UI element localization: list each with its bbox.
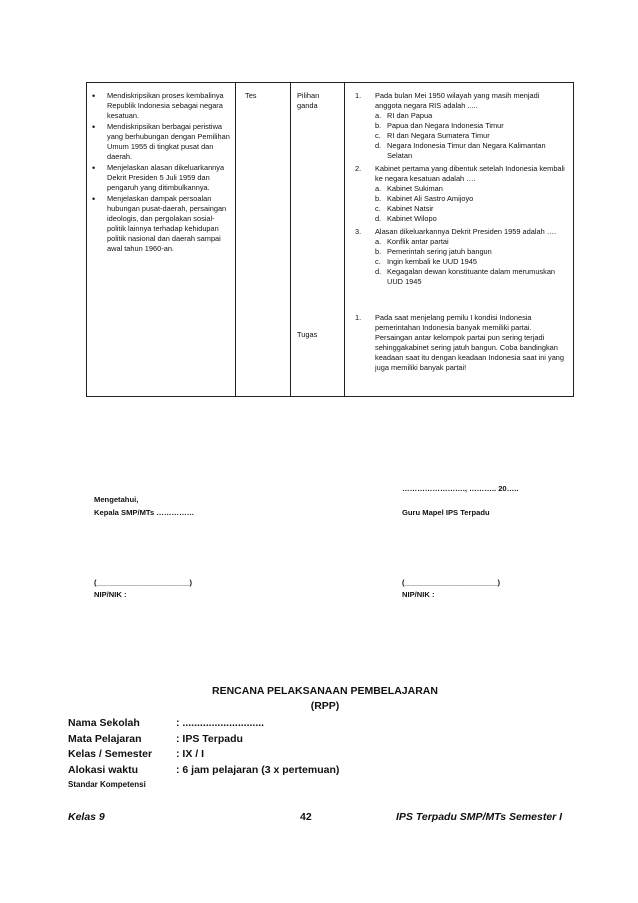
option-text: Papua dan Negara Indonesia Timur: [387, 121, 504, 130]
form-cell-pilihan: Pilihan ganda: [297, 91, 320, 110]
principal-title: Kepala SMP/MTs ……………: [94, 508, 195, 517]
indicator-item: [89, 91, 231, 121]
question-number: 2.: [355, 164, 362, 173]
option-item: [355, 214, 567, 224]
question-text: Pada bulan Mei 1950 wilayah yang masih menjadi anggota negara RIS adalah .....: [375, 91, 540, 110]
option-item: [355, 194, 567, 204]
identity-row: [68, 763, 468, 779]
column-divider: [290, 83, 291, 396]
identity-label: Nama Sekolah: [68, 717, 140, 729]
indicator-text: Mendiskripsikan proses kembalinya Republik Indonesia sebagai negara kesatuan.: [107, 91, 224, 120]
teacher-signature-line: (______________________): [402, 578, 500, 587]
identity-row: [68, 716, 468, 732]
option-letter: b.: [375, 121, 382, 130]
rpp-title: RENCANA PELAKSANAAN PEMBELAJARAN: [212, 685, 438, 697]
option-item: [355, 267, 567, 287]
option-letter: a.: [375, 237, 382, 246]
identity-value: : IX / I: [176, 748, 205, 760]
question-text: Alasan dikeluarkannya Dekrit Presiden 1959 adalah ….: [375, 227, 557, 236]
option-letter: d.: [375, 214, 382, 223]
option-text: RI dan Papua: [387, 111, 433, 120]
option-text: Kabinet Natsir: [387, 204, 434, 213]
assessment-table: [86, 82, 574, 397]
option-text: Pemerintah sering jatuh bangun: [387, 247, 492, 256]
option-letter: c.: [375, 257, 381, 266]
identity-row: [68, 732, 468, 748]
principal-signature-line: (______________________): [94, 578, 192, 587]
footer-subject: IPS Terpadu SMP/MTs Semester I: [396, 811, 563, 823]
acknowledgement-label: Mengetahui,: [94, 495, 139, 504]
indicator-text: Menjelaskan alasan dikeluarkannya Dekrit Presiden 5 Juli 1959 dan pengaruh yang ditimbulkannya.: [107, 163, 225, 192]
identity-label: Kelas / Semester: [68, 748, 153, 760]
option-letter: d.: [375, 141, 382, 150]
standar-kompetensi-label: Standar Kompetensi: [68, 780, 146, 789]
option-text: RI dan Negara Sumatera Timur: [387, 131, 490, 140]
option-item: [355, 247, 567, 257]
column-divider: [344, 83, 345, 396]
option-item: [355, 141, 567, 161]
option-item: [355, 257, 567, 267]
question-item: [355, 91, 567, 111]
option-letter: a.: [375, 184, 382, 193]
rpp-subtitle: (RPP): [310, 700, 340, 712]
option-letter: c.: [375, 204, 381, 213]
option-item: [355, 237, 567, 247]
page-number: 42: [300, 811, 312, 823]
option-item: [355, 184, 567, 194]
footer-class: Kelas 9: [68, 811, 105, 823]
task-text: Pada saat menjelang pemilu I kondisi Indonesia pemerintahan Indonesia banyak memiliki partai. Persaingan antar kelompok partai pun sering terjadi sehinggakabinet sering jatuh bangun. Coba bandingkan keadaan saat itu dengan keadaan Indonesia saat ini yang juga memiliki banyak partai!: [375, 313, 565, 372]
option-text: Negara Indonesia Timur dan Negara Kalimantan Selatan: [387, 141, 546, 160]
identity-value: : 6 jam pelajaran (3 x pertemuan): [176, 763, 340, 776]
option-item: [355, 111, 567, 121]
option-text: Kegagalan dewan konstituante dalam merumuskan UUD 1945: [387, 267, 556, 286]
option-letter: c.: [375, 131, 381, 140]
identity-value: : IPS Terpadu: [176, 732, 243, 745]
option-item: [355, 204, 567, 214]
question-text: Kabinet pertama yang dibentuk setelah Indonesia kembali ke negara kesatuan adalah ….: [375, 164, 565, 183]
indicator-cell: [89, 91, 231, 255]
task-item: [355, 313, 567, 373]
identity-block: [68, 716, 468, 778]
question-number: 3.: [355, 227, 362, 236]
teacher-title: Guru Mapel IPS Terpadu: [402, 508, 490, 517]
task-number: 1.: [355, 313, 362, 322]
identity-row: [68, 747, 468, 763]
option-letter: b.: [375, 247, 382, 256]
option-text: Ingin kembali ke UUD 1945: [387, 257, 477, 266]
option-letter: a.: [375, 111, 382, 120]
indicator-item: [89, 122, 231, 162]
indicator-text: Menjelaskan dampak persoalan hubungan pusat-daerah, persaingan ideologis, dan pergolakan sosial-politik lainnya terhadap kehidupan politik nasional dan daerah sampai awal tahun 1960-an.: [107, 194, 227, 253]
question-list: [355, 91, 567, 287]
option-text: Kabinet Ali Sastro Amijoyo: [387, 194, 474, 203]
question-item: [355, 164, 567, 184]
question-item: [355, 227, 567, 237]
teacher-nip: NIP/NIK :: [402, 590, 435, 599]
option-text: Konflik antar partai: [387, 237, 449, 246]
date-line: ……………………., ……….. 20…..: [402, 484, 519, 493]
indicator-text: Mendiskripsikan berbagai peristiwa yang berhubungan dengan Pemilihan Umum 1955 di tingkat pusat dan daerah.: [107, 122, 230, 161]
identity-label: Alokasi waktu: [68, 763, 139, 776]
option-item: [355, 121, 567, 131]
option-letter: d.: [375, 267, 382, 276]
question-number: 1.: [355, 91, 362, 100]
option-letter: b.: [375, 194, 382, 203]
indicator-item: [89, 163, 231, 193]
technique-cell: Tes: [245, 91, 257, 100]
option-item: [355, 131, 567, 141]
principal-nip: NIP/NIK :: [94, 590, 127, 599]
form-cell-tugas: Tugas: [297, 330, 318, 339]
identity-value: : ............................: [176, 717, 265, 729]
option-text: Kabinet Sukiman: [387, 184, 443, 193]
option-text: Kabinet Wilopo: [387, 214, 437, 223]
column-divider: [235, 83, 236, 396]
identity-label: Mata Pelajaran: [68, 732, 142, 745]
indicator-item: [89, 194, 231, 254]
